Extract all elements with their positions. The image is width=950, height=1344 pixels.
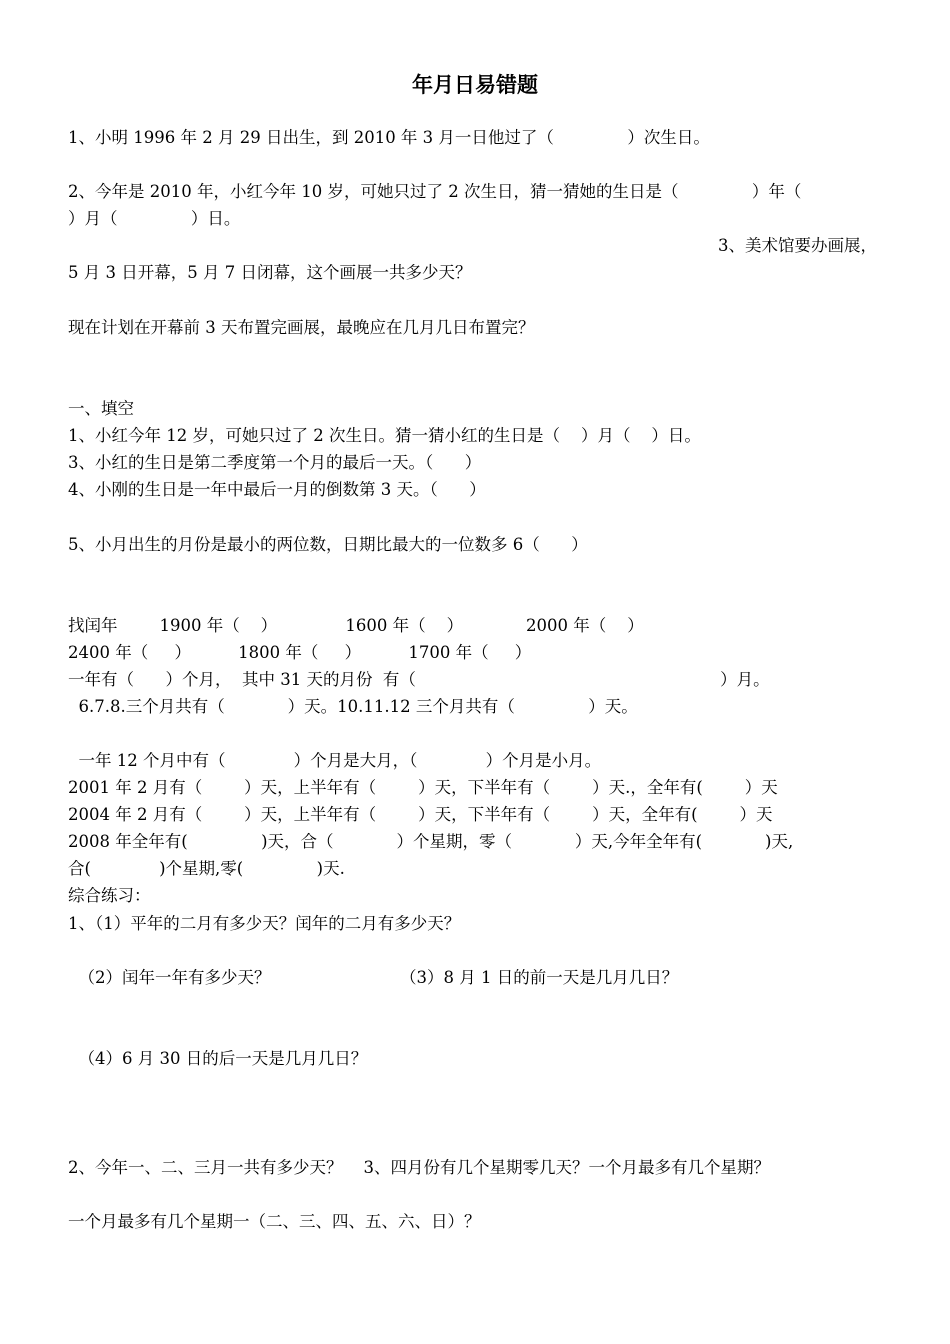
leap-year-line-1: 找闰年 1900 年（ ） 1600 年（ ） 2000 年（ ） (68, 616, 644, 635)
days-sum-line: 6.7.8.三个月共有（ ）天。10.11.12 三个月共有（ ）天。 (68, 697, 638, 716)
year-2008-line: 2008 年全年有( )天，合（ ）个星期，零（ ）天,今年全年有( )天, (68, 832, 794, 851)
comp-question-1-1: 1、（1）平年的二月有多少天？闰年的二月有多少天？ (68, 914, 461, 933)
question-2-line-1: 2、今年是 2010 年，小红今年 10 岁，可她只过了 2 次生日，猜一猜她的生日是（ ）年（ (68, 182, 802, 201)
section-heading-comprehensive: 综合练习： (68, 886, 151, 905)
comp-question-1-4: （4）6 月 30 日的后一天是几月几日？ (68, 1049, 368, 1068)
months-line: 一年有（ ）个月， 其中 31 天的月份 有（ ）月。 (68, 670, 770, 689)
big-small-month-line: 一年 12 个月中有（ ）个月是大月，（ ）个月是小月。 (68, 751, 602, 770)
comp-question-1-2: （2）闰年一年有多少天？ (68, 968, 271, 987)
fill-item-3: 3、小红的生日是第二季度第一个月的最后一天。（ ） (68, 453, 482, 472)
question-2-line-2: ）月（ ）日。 (68, 209, 241, 228)
comp-question-1-3: （3）8 月 1 日的前一天是几月几日？ (400, 968, 679, 987)
fill-item-5: 5、小月出生的月份是最小的两位数，日期比最大的一位数多 6（ ） (68, 535, 588, 554)
question-3-line-3: 现在计划在开幕前 3 天布置完画展，最晚应在几月几日布置完？ (68, 318, 535, 337)
year-2008-line-cont: 合( )个星期,零( )天. (68, 859, 345, 878)
leap-year-line-2: 2400 年（ ） 1800 年（ ） 1700 年（ ） (68, 643, 532, 662)
question-1: 1、小明 1996 年 2 月 29 日出生，到 2010 年 3 月一日他过了（ ）次生日。 (68, 128, 710, 147)
question-3-line-2: 5 月 3 日开幕，5 月 7 日闭幕，这个画展一共多少天？ (68, 263, 472, 282)
comp-question-3-cont: 一个月最多有几个星期一（二、三、四、五、六、日）？ (68, 1212, 481, 1231)
comp-question-2-3: 2、今年一、二、三月一共有多少天？ 3、四月份有几个星期零几天？一个月最多有几个星期？ (68, 1158, 770, 1177)
question-3-line-1: 3、美术馆要办画展， (718, 236, 877, 255)
year-2001-line: 2001 年 2 月有（ ）天，上半年有（ ）天，下半年有（ ）天.，全年有( ）天 (68, 778, 778, 797)
page-title: 年月日易错题 (412, 73, 538, 97)
fill-item-4: 4、小刚的生日是一年中最后一月的倒数第 3 天。（ ） (68, 480, 486, 499)
fill-item-1: 1、小红今年 12 岁，可她只过了 2 次生日。猜一猜小红的生日是（ ）月（ ）日。 (68, 426, 701, 445)
section-heading-fill: 一、填空 (68, 399, 134, 418)
year-2004-line: 2004 年 2 月有（ ）天，上半年有（ ）天，下半年有（ ）天，全年有( ）天 (68, 805, 773, 824)
